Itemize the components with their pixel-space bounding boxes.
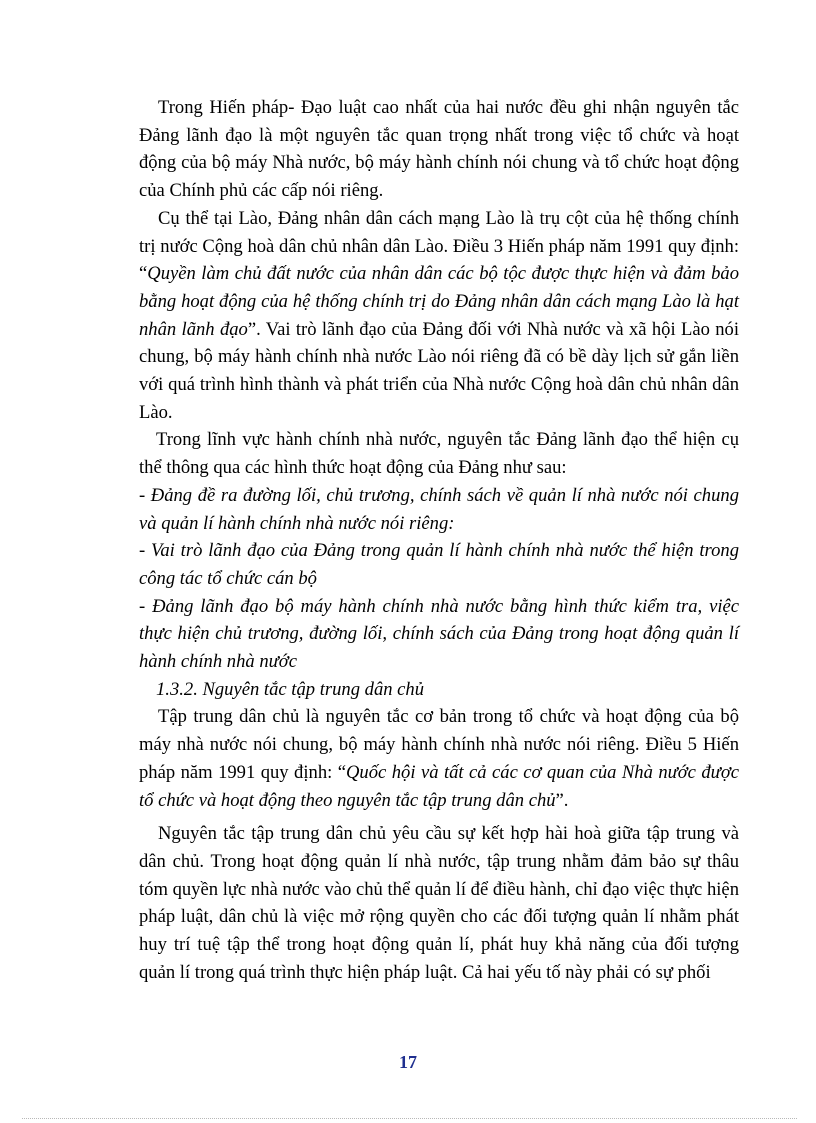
page-number: 17 — [399, 1052, 417, 1072]
paragraph-centralism-intro: Tập trung dân chủ là nguyên tắc cơ bản trong tổ chức và hoạt động của bộ máy nhà nước nói chung, bộ máy hành chính nhà nước nói riêng. Điều 5 Hiến pháp năm 1991 quy định: “ — [139, 706, 739, 783]
quote-article-5: Quốc hội và tất cả các cơ quan của Nhà nước được tổ chức và hoạt động theo nguyên tắc tập trung dân chủ — [139, 761, 740, 811]
paragraph-laos-rest: ”. Vai trò lãnh đạo của Đảng đối với Nhà nước và xã hội Lào nói chung, bộ máy hành chính nhà nước Lào nói riêng đã có bề dày lịch sử gắn liền với quá trình hình thành và phát triển của Nhà nước Cộng hoà dân chủ nhân dân Lào. — [139, 318, 740, 423]
list-item: - Đảng đề ra đường lối, chủ trương, chính sách về quản lí nhà nước nói chung và quản lí hành chính nhà nước nói riêng: — [139, 484, 739, 534]
paragraph-administration: Trong lĩnh vực hành chính nhà nước, nguyên tắc Đảng lãnh đạo thể hiện cụ thể thông qua các hình thức hoạt động của Đảng như sau: — [139, 429, 739, 479]
paragraph-laos-intro: Cụ thể tại Lào, Đảng nhân dân cách mạng Lào là trụ cột của hệ thống chính trị nước Cộng hoà dân chủ nhân dân Lào. Điều 3 Hiến pháp năm 1991 quy định: “ — [139, 207, 739, 285]
paragraph-centralism — [139, 703, 739, 814]
page-border-dotted — [22, 1118, 797, 1119]
body-text — [139, 94, 739, 987]
quote-article-3: Quyền làm chủ đất nước của nhân dân các bộ tộc được thực hiện và đảm bảo bằng hoạt động của hệ thống chính trị do Đảng nhân dân cách mạng Lào là hạt nhân lãnh đạo — [139, 263, 739, 340]
list-item: - Đảng lãnh đạo bộ máy hành chính nhà nước bằng hình thức kiểm tra, việc thực hiện chủ trương, đường lối, chính sách của Đảng trong hoạt động quản lí hành chính nhà nước — [139, 595, 739, 673]
paragraph-constitution: Trong Hiến pháp- Đạo luật cao nhất của hai nước đều ghi nhận nguyên tắc Đảng lãnh đạo là một nguyên tắc quan trọng nhất trong việc tổ chức và hoạt động của bộ máy Nhà nước, bộ máy hành chính nói chung và tổ chức hoạt động của Chính phủ các cấp nói riêng. — [139, 97, 739, 202]
paragraph-centralism-end: ”. — [555, 789, 569, 811]
section-heading: 1.3.2. Nguyên tắc tập trung dân chủ — [156, 678, 425, 700]
paragraph-principle: Nguyên tắc tập trung dân chủ yêu cầu sự kết hợp hài hoà giữa tập trung và dân chủ. Trong hoạt động quản lí nhà nước, tập trung nhằm đảm bảo sự thâu tóm quyền lực nhà nước vào chủ thể quản lí để điều hành, chỉ đạo việc thực hiện pháp luật, dân chủ là việc mở rộng quyền cho các đối tượng quản lí nhằm phát huy trí tuệ tập thể trong hoạt động quản lí, phát huy khả năng của đối tượng quản lí trong quá trình thực hiện pháp luật. Cả hai yếu tố này phải có sự phối — [139, 823, 739, 983]
list-item: - Vai trò lãnh đạo của Đảng trong quản lí hành chính nhà nước thể hiện trong công tác tổ chức cán bộ — [139, 540, 739, 589]
paragraph-laos — [139, 205, 739, 427]
